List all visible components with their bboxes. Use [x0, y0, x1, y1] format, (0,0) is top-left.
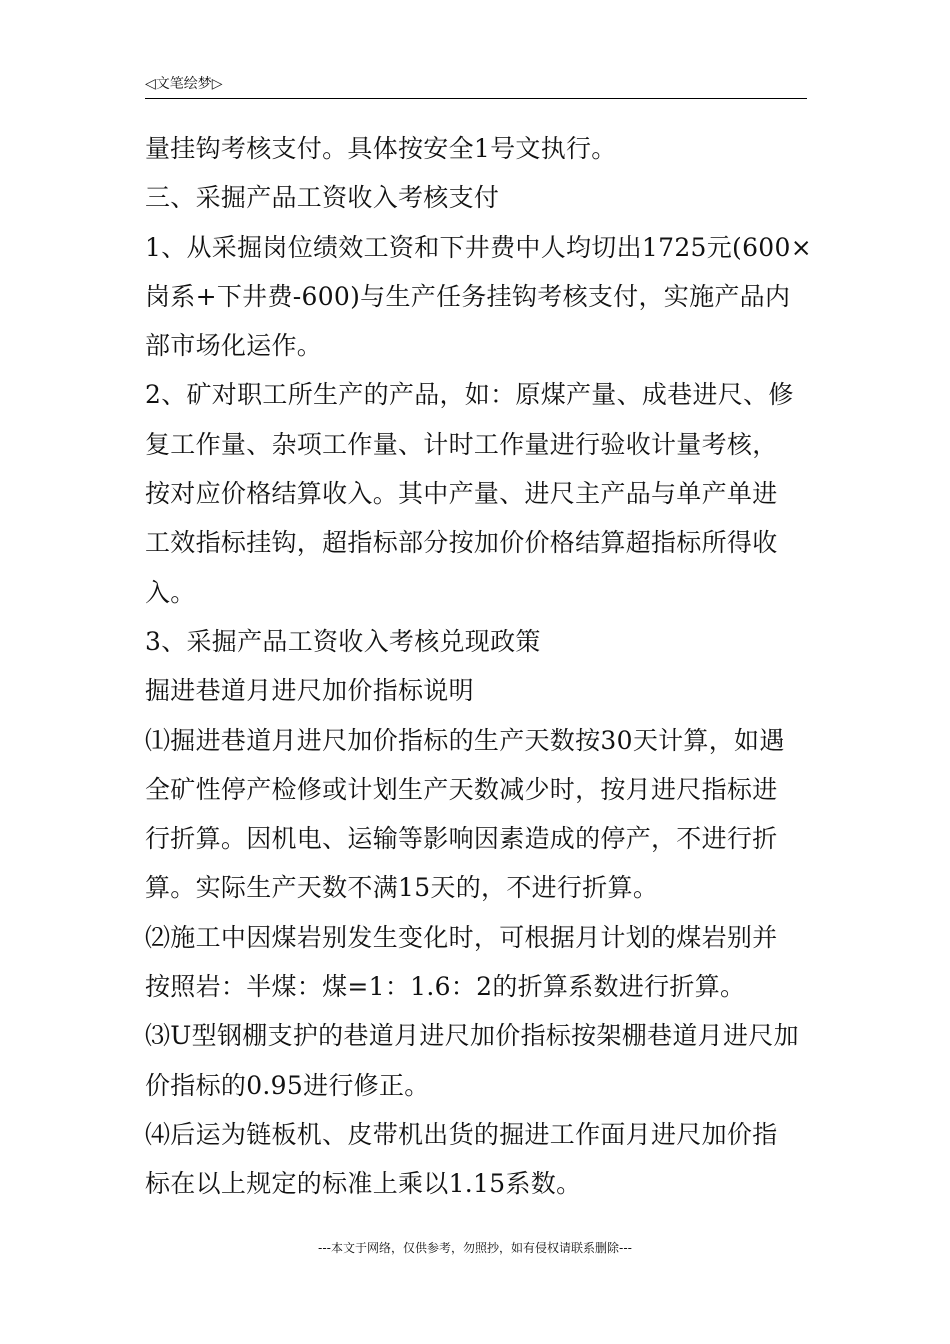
body-line: 入。 — [145, 577, 196, 607]
body-line: 按对应价格结算收入。其中产量、进尺主产品与单产单进 — [145, 479, 778, 509]
document-body — [145, 124, 810, 1209]
body-line: 量挂钩考核支付。具体按安全1号文执行。 — [145, 134, 617, 163]
body-line: 标在以上规定的标准上乘以1.15系数。 — [145, 1169, 582, 1199]
body-line: 岗系+下井费-600)与生产任务挂钩考核支付，实施产品内 — [145, 281, 791, 311]
body-line: 算。实际生产天数不满15天的，不进行折算。 — [145, 873, 659, 903]
body-line: 3、采掘产品工资收入考核兑现政策 — [145, 626, 541, 656]
body-line: 价指标的0.95进行修正。 — [145, 1070, 430, 1100]
body-line: 1、从采掘岗位绩效工资和下井费中人均切出1725元(600× — [145, 232, 812, 262]
body-line: 工效指标挂钩，超指标部分按加价价格结算超指标所得收 — [145, 528, 778, 558]
header-title: ◁文笔绘梦▷ — [145, 76, 223, 92]
subsection-heading: 掘进巷道月进尺加价指标说明 — [145, 676, 474, 706]
body-line: ⑶U型钢棚支护的巷道月进尺加价指标按架棚巷道月进尺加 — [145, 1021, 799, 1051]
body-line: 全矿性停产检修或计划生产天数减少时，按月进尺指标进 — [145, 774, 778, 804]
page-header — [145, 72, 807, 99]
section-heading: 三、采掘产品工资收入考核支付 — [145, 183, 500, 213]
page-footer: ---本文于网络，仅供参考，勿照抄，如有侵权请联系删除--- — [318, 1241, 632, 1255]
body-line: 复工作量、杂项工作量、计时工作量进行验收计量考核， — [145, 429, 778, 459]
body-line: 按照岩：半煤：煤=1：1.6：2的折算系数进行折算。 — [145, 972, 746, 1002]
body-line: ⑵施工中因煤岩别发生变化时，可根据月计划的煤岩别并 — [145, 922, 778, 952]
body-line: 2、矿对职工所生产的产品，如：原煤产量、成巷进尺、修 — [145, 380, 794, 410]
body-line: ⑷后运为链板机、皮带机出货的掘进工作面月进尺加价指 — [145, 1119, 778, 1149]
body-line: 部市场化运作。 — [145, 331, 323, 361]
body-line: ⑴掘进巷道月进尺加价指标的生产天数按30天计算，如遇 — [145, 725, 785, 755]
body-line: 行折算。因机电、运输等影响因素造成的停产，不进行折 — [145, 824, 778, 854]
